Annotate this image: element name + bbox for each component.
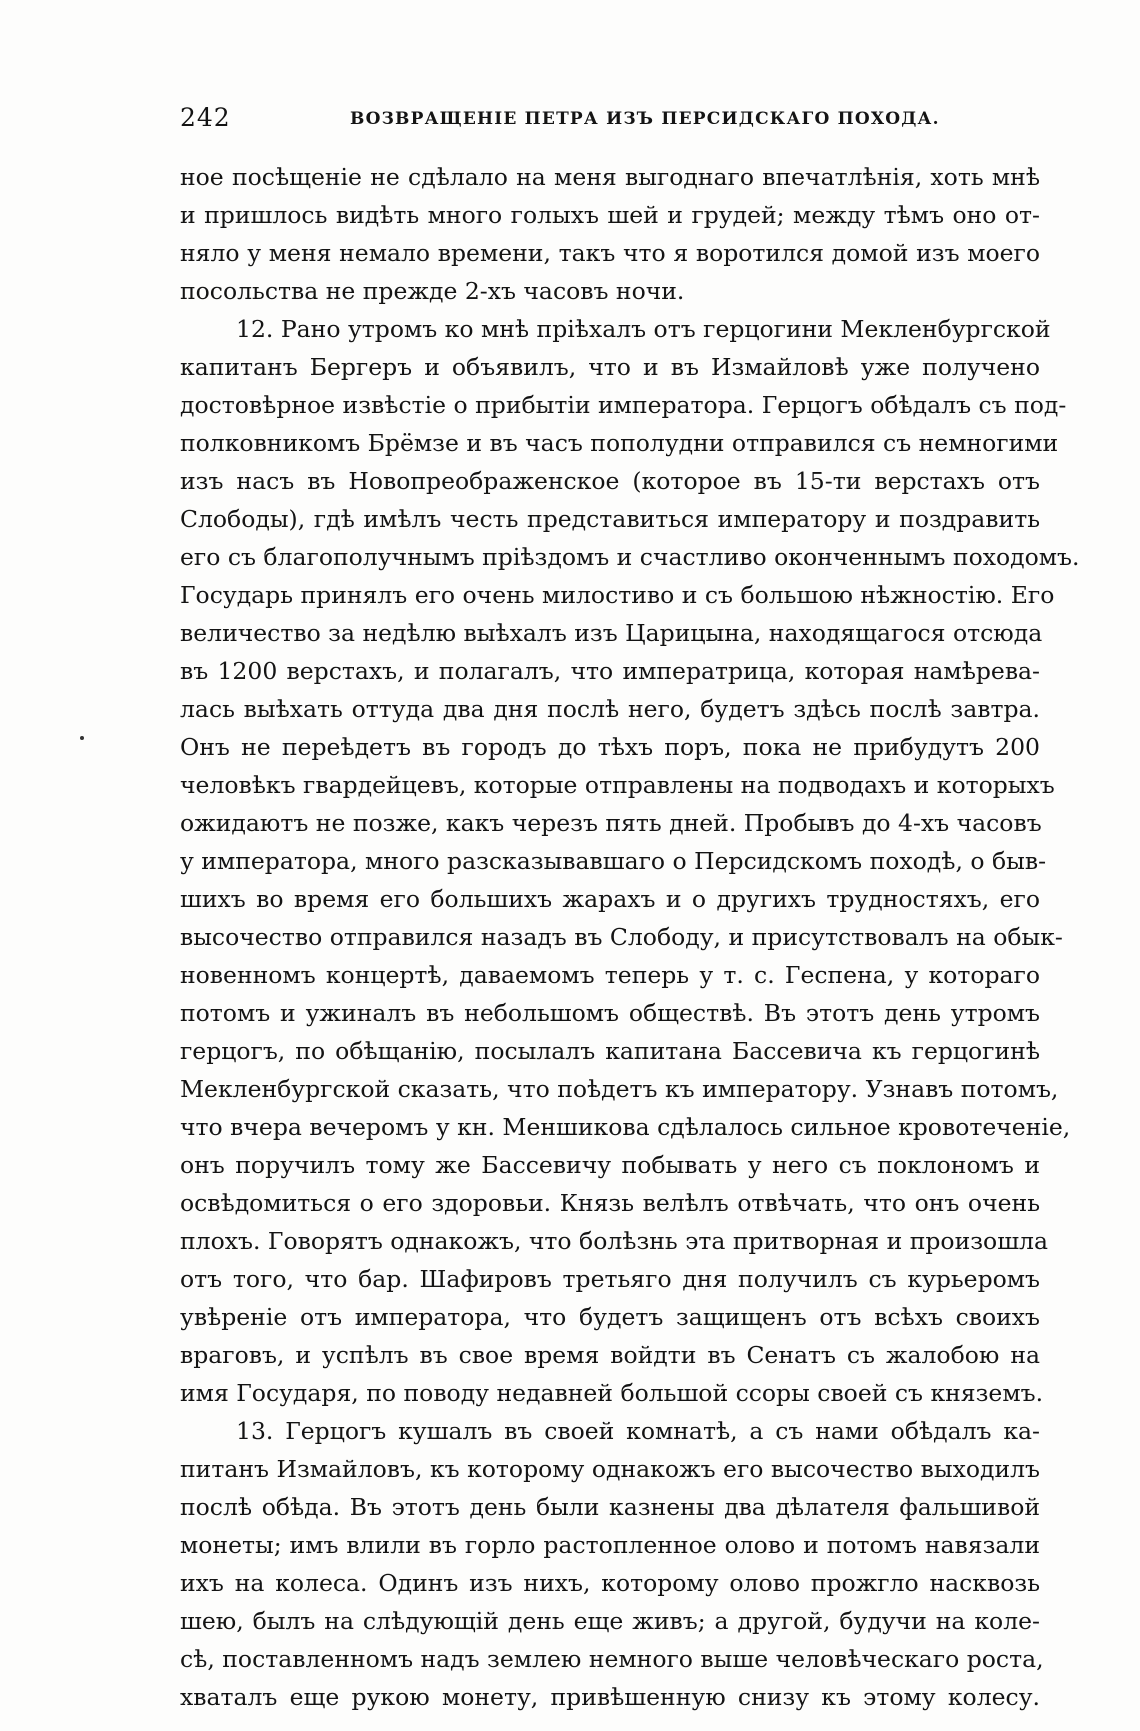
running-title: ВОЗВРАЩЕНІЕ ПЕТРА ИЗЪ ПЕРСИДСКАГО ПОХОДА. (350, 109, 940, 129)
text-line: 13. Герцогъ кушалъ въ своей комнатѣ, а съ нами обѣдалъ ка- (236, 1417, 1040, 1445)
text-line: имя Государя, по поводу недавней большой ссоры своей съ княземъ. (180, 1379, 1044, 1407)
text-line: плохъ. Говорятъ однакожъ, что болѣзнь эта притворная и произошла (180, 1227, 1048, 1255)
text-line: человѣкъ гвардейцевъ, которые отправлены на подводахъ и которыхъ (180, 771, 1055, 799)
text-line: ное посѣщеніе не сдѣлало на меня выгоднаго впечатлѣнія, хоть мнѣ (180, 163, 1040, 191)
text-line: достовѣрное извѣстіе о прибытіи императора. Герцогъ обѣдалъ съ под- (180, 391, 1067, 419)
text-line: хваталъ еще рукою монету, привѣшенную снизу къ этому колесу. (180, 1683, 1040, 1711)
text-line: полковникомъ Брёмзе и въ часъ пополудни отправился съ немногими (180, 429, 1059, 457)
text-line: шею, былъ на слѣдующій день еще живъ; а другой, будучи на коле- (180, 1607, 1040, 1635)
text-line: и пришлось видѣть много голыхъ шей и грудей; между тѣмъ оно от- (180, 201, 1040, 229)
text-line: новенномъ концертѣ, даваемомъ теперь у т. с. Геспена, у котораго (180, 961, 1040, 989)
text-line: потомъ и ужиналъ въ небольшомъ обществѣ. Въ этотъ день утромъ (180, 999, 1040, 1027)
text-line: няло у меня немало времени, такъ что я воротился домой изъ моего (180, 239, 1040, 267)
text-line: что вчера вечеромъ у кн. Меншикова сдѣлалось сильное кровотеченіе, (180, 1113, 1071, 1141)
text-line: Слободы), гдѣ имѣлъ честь представиться императору и поздравить (180, 505, 1040, 533)
text-line: Мекленбургской сказать, что поѣдетъ къ императору. Узнавъ потомъ, (180, 1075, 1059, 1103)
text-line: лась выѣхать оттуда два дня послѣ него, будетъ здѣсь послѣ завтра. (180, 695, 1040, 723)
text-line: Онъ не переѣдетъ въ городъ до тѣхъ поръ, пока не прибудутъ 200 (180, 733, 1040, 761)
page-header (180, 103, 1040, 133)
text-line: у императора, много разсказывавшаго о Персидскомъ походѣ, о быв- (180, 847, 1047, 875)
text-line: сѣ, поставленномъ надъ землею немного выше человѣческаго роста, (180, 1645, 1044, 1673)
text-line: ихъ на колеса. Одинъ изъ нихъ, которому олово прожгло насквозь (180, 1569, 1040, 1597)
text-line: высочество отправился назадъ въ Слободу, и присутствовалъ на обык- (180, 923, 1063, 951)
text-line: шихъ во время его большихъ жарахъ и о другихъ трудностяхъ, его (180, 885, 1040, 913)
text-line: величество за недѣлю выѣхалъ изъ Царицына, находящагося отсюда (180, 619, 1043, 647)
text-line: монеты; имъ влили въ горло растопленное олово и потомъ навязали (180, 1531, 1040, 1559)
text-line: ожидаютъ не позже, какъ черезъ пять дней. Пробывъ до 4-хъ часовъ (180, 809, 1042, 837)
text-line: отъ того, что бар. Шафировъ третьяго дня получилъ съ курьеромъ (180, 1265, 1040, 1293)
text-line: питанъ Измайловъ, къ которому однакожъ его высочество выходилъ (180, 1455, 1040, 1483)
margin-speck (80, 736, 84, 740)
text-line: онъ поручилъ тому же Бассевичу побывать у него съ поклономъ и (180, 1151, 1040, 1179)
text-line: послѣ обѣда. Въ этотъ день были казнены два дѣлателя фальшивой (180, 1493, 1040, 1521)
text-line: Государь принялъ его очень милостиво и съ большою нѣжностію. Его (180, 581, 1055, 609)
text-line: освѣдомиться о его здоровьи. Князь велѣлъ отвѣчать, что онъ очень (180, 1189, 1040, 1217)
text-line: капитанъ Бергеръ и объявилъ, что и въ Измайловѣ уже получено (180, 353, 1040, 381)
body-text (180, 158, 1080, 1716)
text-line: въ 1200 верстахъ, и полагалъ, что императрица, которая намѣрева- (180, 657, 1040, 685)
text-line: увѣреніе отъ императора, что будетъ защищенъ отъ всѣхъ своихъ (180, 1303, 1040, 1331)
text-line: враговъ, и успѣлъ въ свое время войдти въ Сенатъ съ жалобою на (180, 1341, 1040, 1369)
text-line: герцогъ, по обѣщанію, посылалъ капитана Бассевича къ герцогинѣ (180, 1037, 1040, 1065)
text-line: изъ насъ въ Новопреображенское (которое въ 15-ти верстахъ отъ (180, 467, 1040, 495)
text-line: 12. Рано утромъ ко мнѣ пріѣхалъ отъ герцогини Мекленбургской (236, 315, 1051, 343)
text-line: посольства не прежде 2-хъ часовъ ночи. (180, 277, 685, 305)
text-line: его съ благополучнымъ пріѣздомъ и счастливо оконченнымъ походомъ. (180, 543, 1080, 571)
page-number: 242 (180, 103, 231, 132)
